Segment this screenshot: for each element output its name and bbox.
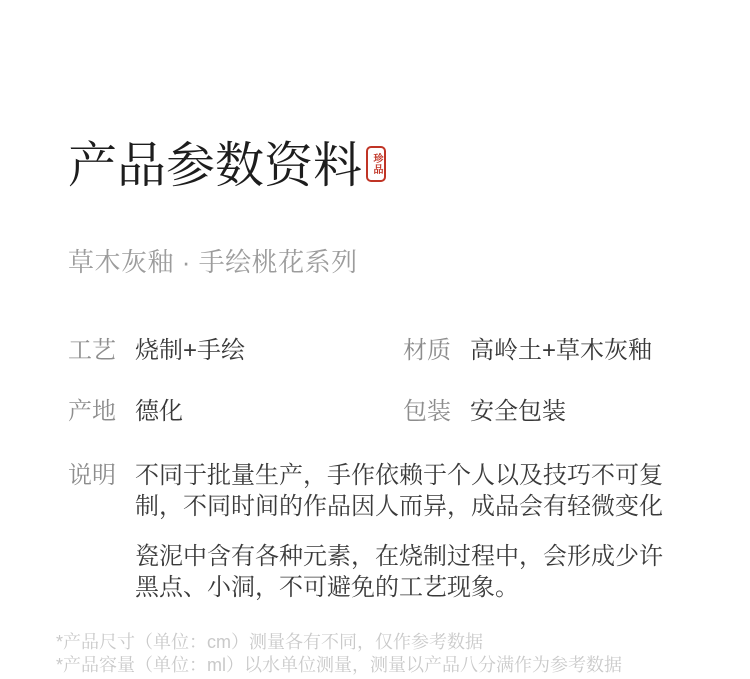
param-value: 德化 [135, 398, 183, 425]
page-title: 产品参数资料 [68, 138, 363, 193]
seal-icon: 珍品 [366, 146, 386, 182]
param-label: 产地 [68, 398, 116, 425]
param-packaging [403, 397, 684, 426]
params-grid [68, 336, 684, 426]
param-value: 高岭土+草木灰釉 [470, 337, 653, 364]
param-value: 烧制+手绘 [135, 337, 246, 364]
param-label: 包装 [403, 398, 451, 425]
param-craft [68, 336, 403, 365]
param-label: 工艺 [68, 337, 116, 364]
series-subtitle: 草木灰釉 · 手绘桃花系列 [68, 247, 358, 277]
footnotes [56, 631, 622, 677]
title-block [68, 136, 386, 196]
footnote-capacity: *产品容量（单位：ml）以水单位测量，测量以产品八分满作为参考数据 [56, 655, 622, 675]
description-paragraph: 瓷泥中含有各种元素，在烧制过程中，会形成少许黑点、小洞，不可避免的工艺现象。 [135, 543, 663, 601]
param-value: 安全包装 [470, 398, 566, 425]
description-body [135, 460, 685, 603]
description-paragraph: 不同于批量生产，手作依赖于个人以及技巧不可复制，不同时间的作品因人而异，成品会有轻微变化 [135, 462, 663, 520]
description-label: 说明 [68, 462, 116, 489]
param-material [403, 336, 684, 365]
param-label: 材质 [403, 337, 451, 364]
description-section [68, 460, 685, 603]
param-origin [68, 397, 403, 426]
footnote-size: *产品尺寸（单位：cm）测量各有不同，仅作参考数据 [56, 632, 483, 652]
